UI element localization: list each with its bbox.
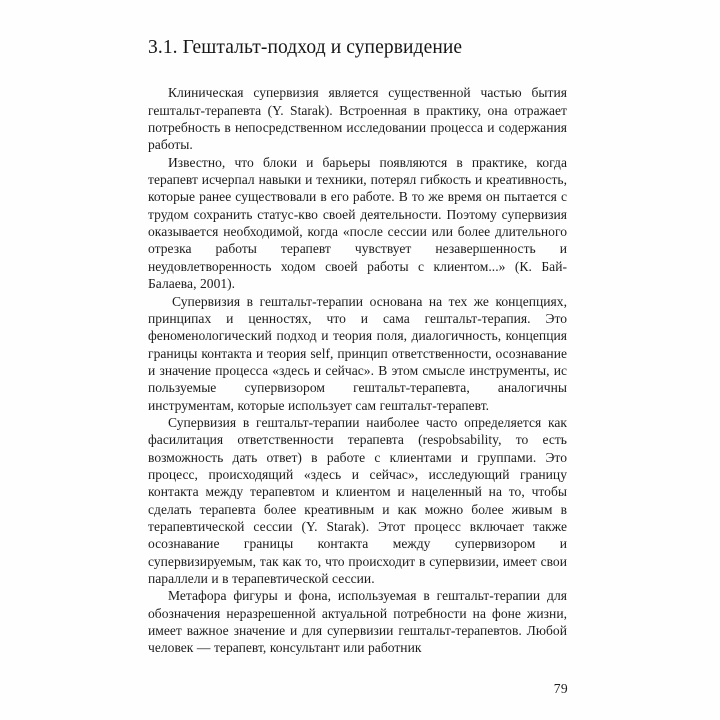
body-paragraph-2: Известно, что блоки и барьеры появляются в практике, когда терапевт исчерпал навыки и техники, потерял гибкость и креативность, которые ранее существовали в его работе. В то же время он пытается с трудом сохранить статус-кво своей деятельности. Поэтому супервизия оказывается необходимой, когда «после сессии или более длительного отрезка работы терапевт чувствует незавершенность и неудовлетворенность ходом своей работы с клиентом...» (К. Бай-Балаева, 2001).: [148, 154, 567, 292]
page-number: 79: [553, 681, 568, 696]
section-heading: 3.1. Гештальт-подход и супервидение: [148, 37, 463, 58]
body-paragraph-4: Супервизия в гештальт-терапии наиболее часто определяется как фасилитация ответственности терапевта (respobsability, то есть возможность дать ответ) в работе с клиентами и группами. Это процесс, происходящий «здесь и сейчас», исследующий границу контакта между терапевтом и клиентом и нацеленный на то, чтобы сделать терапевта более креативным и как можно более живым в терапевтической сессии (Y. Starak). Этот процесс включает также осознавание границы контакта между супервизором и супервизируемым, так как то, что происходит в супервизии, имеет свои параллели и в терапевтической сессии.: [148, 414, 567, 586]
body-paragraph-1: Клиническая супервизия является существенной частью бытия гештальт-терапевта (Y. Starak). Встроенная в практику, она отражает потребность в непосредственном исследовании процесса и содержания работы.: [148, 85, 567, 153]
body-paragraph-5: Метафора фигуры и фона, используемая в гештальт-терапии для обозначения неразрешенной актуальной потребности на фоне жизни, имеет важное значение и для супервизии гештальт-терапевтов. Любой человек — терапевт, консультант или работник: [148, 588, 567, 656]
body-paragraph-3: Супервизия в гештальт-терапии основана на тех же концепциях, принципах и ценностях, что и сама гештальт-терапия. Это феноменологический подход и теория поля, диалогичность, концепция границы контакта и теория self, принцип ответственности, осознавание и значение процесса «здесь и сейчас». В этом смысле инструменты, ис пользуемые супервизором гештальт-терапевта, аналогичны инструментам, которые использует сам гештальт-терапевт.: [148, 293, 567, 413]
page-text-block: [148, 36, 567, 657]
